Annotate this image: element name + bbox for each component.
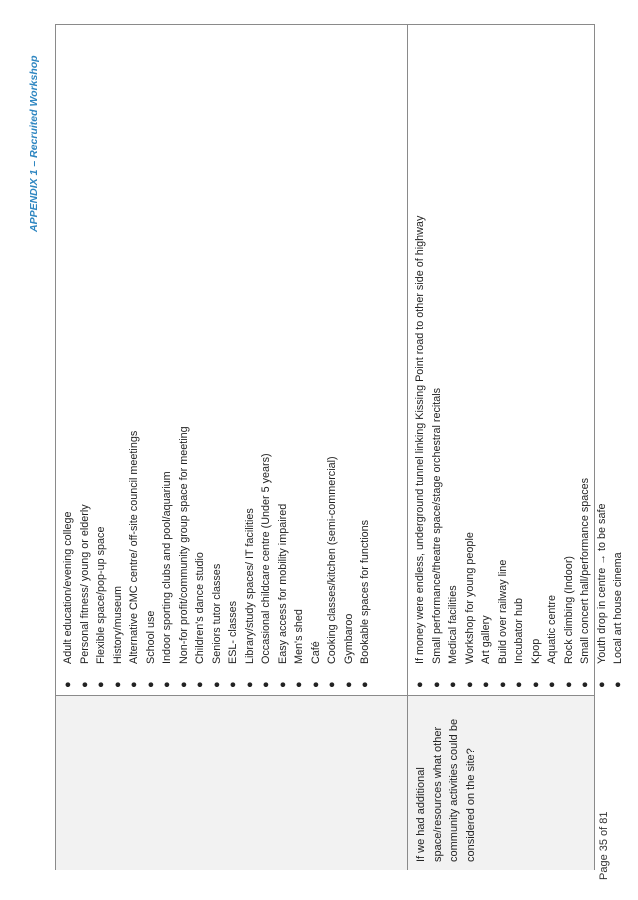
list-item: ● ESL- classes <box>225 31 242 695</box>
answer-list <box>60 31 374 695</box>
bullet-icon: ● <box>62 681 74 688</box>
list-item: ● Adult education/evening college <box>60 31 77 695</box>
list-item: ● Art gallery <box>478 31 495 695</box>
list-item: ● Youth drop in centre → to be safe <box>594 31 611 695</box>
bullet-icon: ● <box>496 681 509 688</box>
bullet-icon: ● <box>144 681 157 688</box>
bullet-icon: ● <box>612 681 624 688</box>
answers-cell <box>408 25 624 695</box>
list-item: ● Children's dance studio <box>192 31 209 695</box>
list-item: ● Non-for profit/community group space for meeting <box>176 31 193 695</box>
list-item: ● Local art house cinema <box>610 31 627 695</box>
bullet-icon: ● <box>579 681 591 688</box>
bullet-icon: ● <box>463 681 476 688</box>
list-item: ● Alternative CMC centre/ off-site council meetings <box>126 31 143 695</box>
bullet-icon: ● <box>326 681 338 688</box>
bullet-icon: ● <box>546 681 558 688</box>
list-item: ● Library/study spaces/ IT facilities <box>242 31 259 695</box>
bullet-icon: ● <box>95 681 107 688</box>
bullet-icon: ● <box>513 681 525 688</box>
bullet-icon: ● <box>177 681 190 688</box>
bullet-icon: ● <box>128 681 140 688</box>
list-item: ● Kpop <box>528 31 545 695</box>
list-item: ● Workshop for young people <box>462 31 479 695</box>
bullet-icon: ● <box>562 681 575 688</box>
list-item: ● Incubator hub <box>511 31 528 695</box>
page-number: Page 35 of 81 <box>598 811 610 880</box>
bullet-icon: ● <box>161 681 173 688</box>
list-item: ● Easy access for mobility impaired <box>275 31 292 695</box>
answer-list <box>412 31 627 695</box>
list-item: ● Gymbaroo <box>341 31 358 695</box>
bullet-icon: ● <box>243 681 256 688</box>
list-item: ● School use <box>143 31 160 695</box>
appendix-title: APPENDIX 1 – Recruited Workshop <box>28 55 40 232</box>
list-item: ● Seniors tutor classes <box>209 31 226 695</box>
list-item: ● Aquatic centre <box>544 31 561 695</box>
bullet-icon: ● <box>309 681 322 688</box>
list-item: ● History/museum <box>110 31 127 695</box>
list-item: ● Occasional childcare centre (Under 5 years) <box>258 31 275 695</box>
list-item: ● Build over railway line <box>495 31 512 695</box>
bullet-icon: ● <box>529 681 542 688</box>
bullet-icon: ● <box>276 681 289 688</box>
bullet-icon: ● <box>210 681 223 688</box>
list-item: ● Men's shed <box>291 31 308 695</box>
bullet-icon: ● <box>359 681 371 688</box>
bullet-icon: ● <box>595 681 608 688</box>
list-item: ● Small concert hall/performance spaces <box>577 31 594 695</box>
answers-cell <box>56 25 407 695</box>
list-item: ● Café <box>308 31 325 695</box>
bullet-icon: ● <box>293 681 305 688</box>
list-item: ● Medical facilities <box>445 31 462 695</box>
bullet-icon: ● <box>78 681 91 688</box>
question-cell <box>56 695 407 870</box>
bullet-icon: ● <box>430 681 443 688</box>
list-item: ● Rock climbing (Indoor) <box>561 31 578 695</box>
bullet-icon: ● <box>260 681 272 688</box>
question-text: If we had additional space/resources what other community activities could be considered on the site? <box>415 718 477 862</box>
table-row <box>56 25 408 870</box>
list-item: ● Small performance/theatre space/stage orchestral recitals <box>429 31 446 695</box>
list-item: ● If money were endless, underground tunnel linking Kissing Point road to other side of highway <box>412 31 429 695</box>
bullet-icon: ● <box>342 681 355 688</box>
bullet-icon: ● <box>111 681 124 688</box>
bullet-icon: ● <box>194 681 206 688</box>
list-item: ● Indoor sporting clubs and pool/aquarium <box>159 31 176 695</box>
list-item: ● Bookable spaces for functions <box>357 31 374 695</box>
list-item: ● Flexible space/pop-up space <box>93 31 110 695</box>
list-item: ● Cooking classes/kitchen (semi-commercial) <box>324 31 341 695</box>
list-item: ● Personal fitness/ young or elderly <box>77 31 94 695</box>
question-cell <box>408 695 594 870</box>
bullet-icon: ● <box>447 681 459 688</box>
bullet-icon: ● <box>414 681 426 688</box>
bullet-icon: ● <box>227 681 239 688</box>
bullet-icon: ● <box>480 681 492 688</box>
